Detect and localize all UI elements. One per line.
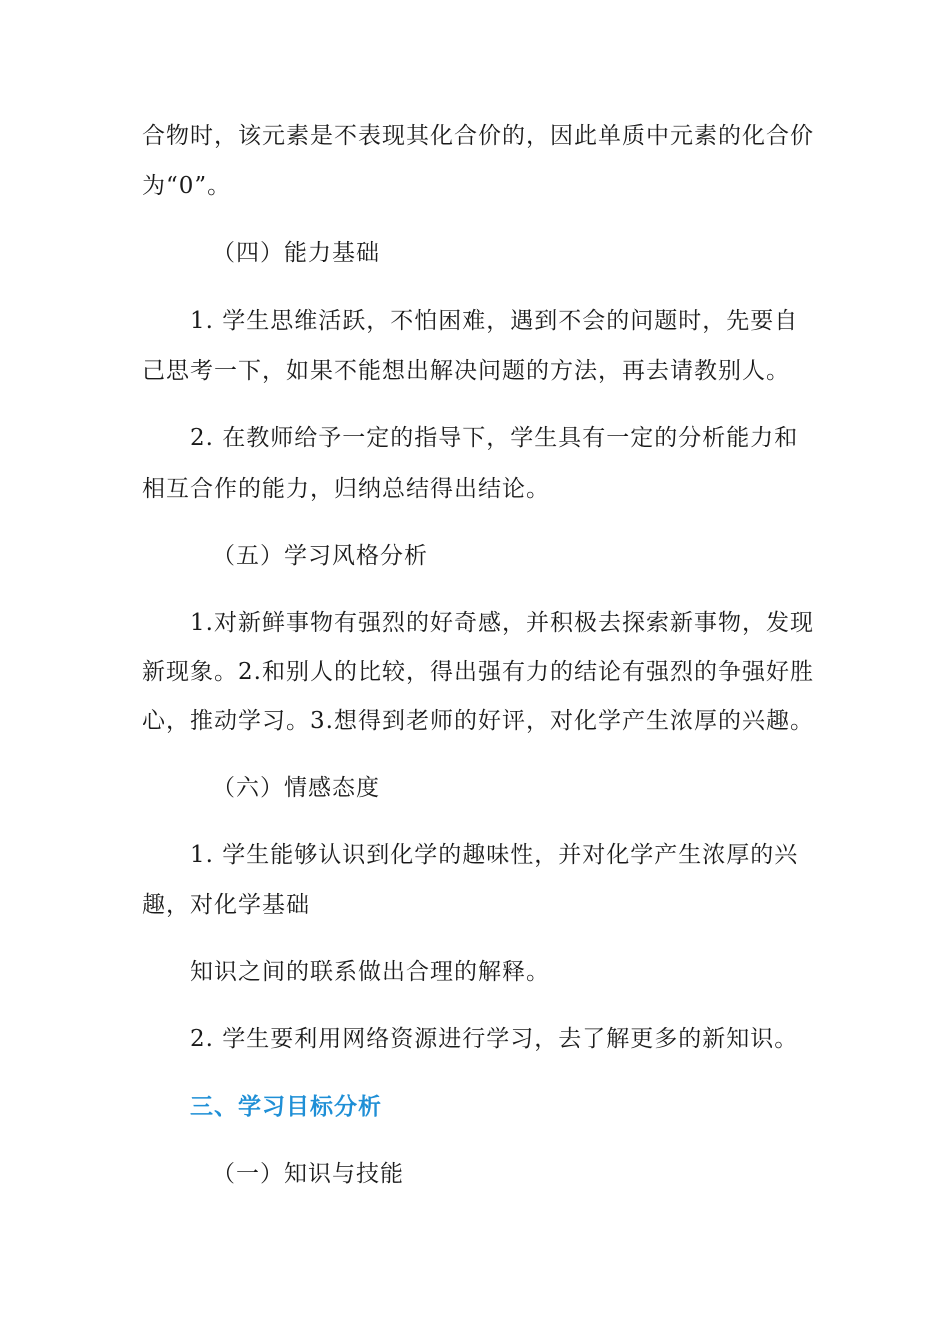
section-heading-learning-objectives: 三、学习目标分析	[190, 1094, 382, 1120]
paragraph-line: 心，推动学习。3.想得到老师的好评，对化学产生浓厚的兴趣。	[142, 708, 814, 734]
paragraph-line: 2. 在教师给予一定的指导下，学生具有一定的分析能力和	[190, 425, 799, 451]
paragraph-line: 相互合作的能力，归纳总结得出结论。	[142, 476, 550, 502]
paragraph-line: 趣，对化学基础	[142, 892, 310, 918]
subheading-emotional-attitude: （六）情感态度	[212, 775, 380, 801]
subheading-learning-style: （五）学习风格分析	[212, 543, 428, 569]
paragraph-line: 1. 学生思维活跃，不怕困难，遇到不会的问题时，先要自	[190, 308, 799, 334]
paragraph-line: 知识之间的联系做出合理的解释。	[190, 959, 550, 985]
paragraph-line: 1. 学生能够认识到化学的趣味性，并对化学产生浓厚的兴	[190, 842, 799, 868]
paragraph-line: 2. 学生要利用网络资源进行学习，去了解更多的新知识。	[190, 1026, 799, 1052]
paragraph-line: 新现象。2.和别人的比较，得出强有力的结论有强烈的争强好胜	[142, 659, 814, 685]
paragraph-line: 合物时，该元素是不表现其化合价的，因此单质中元素的化合价	[142, 123, 814, 149]
subheading-knowledge-skills: （一）知识与技能	[212, 1161, 404, 1187]
paragraph-line: 己思考一下，如果不能想出解决问题的方法，再去请教别人。	[142, 358, 790, 384]
subheading-ability-basis: （四）能力基础	[212, 240, 380, 266]
paragraph-line: 1.对新鲜事物有强烈的好奇感，并积极去探索新事物，发现	[190, 610, 814, 636]
paragraph-line: 为“0”。	[142, 173, 232, 199]
